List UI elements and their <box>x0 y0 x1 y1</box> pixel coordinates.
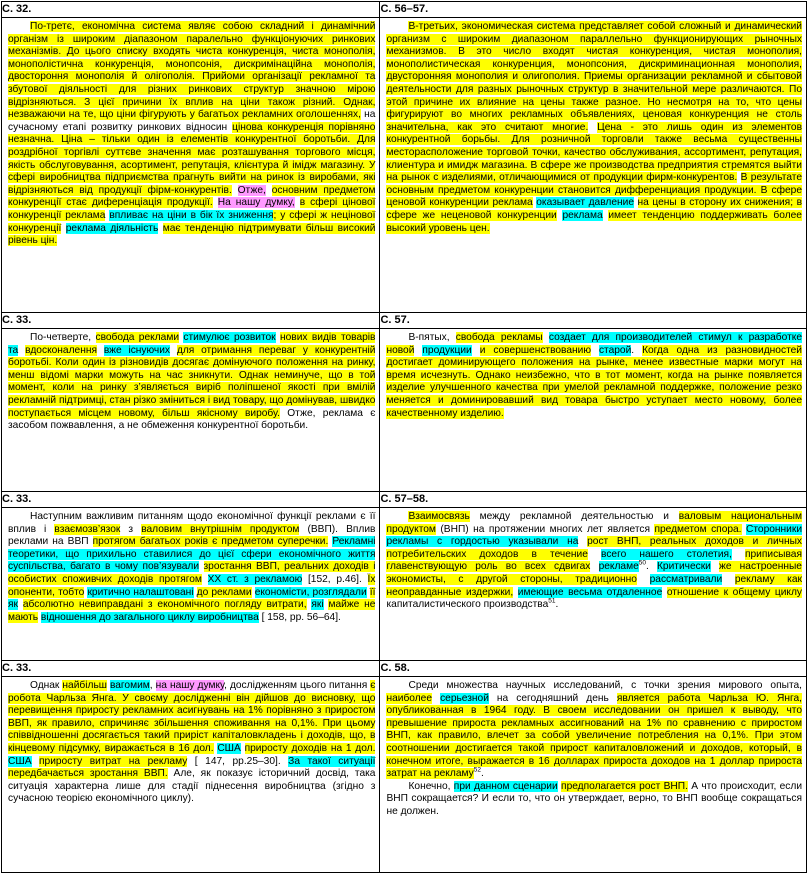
left-text: Наступним важливим питанням щодо економічної функції реклами є її вплив і взаємозв’язок з валовим внутрішнім продуктом (ВВП). Вплив реклами на ВВП протягом багатьох років є предметом суперечки. Рекламні теоретики, що прихильно ставилися до цієї сфери економічного життя суспільства, багато в чому пов’язували зростання ВВП, реальних доходів і особистих споживчих доходів протягом XX ст. з рекламою [152, р.46]. Їх опоненти, тобто критично налаштовані до реклами економісти, розглядали її як абсолютно невиправдані з економічного погляду витрати, які майже не мають відношення до загального циклу виробництва [ 158, pp. 56–64]. <box>8 511 376 623</box>
left-page-ref: С. 33. <box>2 492 380 508</box>
table-row <box>2 677 807 873</box>
left-text-cell <box>2 18 380 313</box>
right-text: В-третьих, экономическая система представляет собой сложный и динамический организм с широким диапазоном параллельно функционирующих рыночных механизмов. В это число входят чистая конкуренция, чистая монополия, монополистическая конкуренция, монопсония, дискриминационная монополия, двусторонняя монополия и олигополия. Приемы организации рекламной и сбытовой деятельности для разных рыночных структур в значительной мере различаются. По этой причине их влияние на цены также разное. Но несмотря на то, что цены фигурируют во многих рекламных объявлениях, ценовая конкуренция не столь значительна, как это считают многие. Цена - это лишь один из элементов конкурентной борьбы. Для розничной торговли также весьма существенны месторасположение торговой точки, качество обслуживания, ассортимент, репутация, клиентура и имидж магазина. В сфере же производства предприятия стремятся выйти на рынок с изделиями, отличающимися от продукции фирм-конкурентов. В результате основным предметом конкуренции становится дифференциация продукции. В сфере ценовой конкуренции реклама оказывает давление на цены в сторону их снижения; в сфере же неценовой конкуренции реклама имеет тенденцию поддерживать более высокий уровень цен. <box>386 21 802 234</box>
right-page-ref: С. 58. <box>380 661 807 677</box>
table-row <box>2 2 807 18</box>
left-text: По-третє, економічна система являє собою складний і динамічний організм із широким діапазоном паралельно функціонуючих ринкових механізмів. До цього списку входять чиста конкуренція, чиста монополія, монополістична конкуренція, монопсонія, дискримінаційна монополія, двостороння монополія й олігополія. Прийоми організації рекламної та збутової діяльності для різних ринкових структур значною мірою відрізняються. З цієї причини їх вплив на ціни також різний. Однак, незважаючи на те, що ціни фігурують у багатьох рекламних оголошеннях, на сучасному етапі розвитку ринкових відносин цінова конкуренція порівняно незначна. Ціна – тільки один із елементів конкурентної боротьби. Для роздрібної торгівлі суттєве значення має розташування торгового місця, якість обслуговування, асортимент, репутація, клієнтура й імідж магазину. У сфері виробництва підприємства прагнуть вийти на ринок із виробами, які відрізняються від продукції фірм-конкурентів. Отже, основним предметом конкуренції стає диференціація продукції. На нашу думку, в сфері цінової конкуренції реклама впливає на ціни в бік їх зниження; у сфері ж нецінової конкуренції реклама діяльність має тенденцію підтримувати більш високий рівень цін. <box>8 21 376 247</box>
comparison-table <box>1 1 807 873</box>
table-row <box>2 313 807 329</box>
table-row <box>2 492 807 508</box>
table-row <box>2 508 807 661</box>
right-text-cell <box>380 18 807 313</box>
left-text: По-четверте, свобода реклами стимулює розвиток нових видів товарів та вдосконалення вже існуючих для отримання переваг у конкурентній боротьбі. Коли один із різновидів досягає домінуючого положення на ринку, менш відомі марки можуть на час зникнути. Однак неминуче, що в той момент, коли на ринку з’являється виріб поліпшеної якості при вмілій рекламній підтримці, стан різко зміниться і вид товару, що домінував, швидко поступається місцем новому, більш якісному виробу. Отже, реклама є засобом пожвавлення, а не обмеження конкурентної боротьби. <box>8 332 376 432</box>
left-page-ref: С. 33. <box>2 313 380 329</box>
left-text-cell <box>2 508 380 661</box>
right-page-ref: С. 57. <box>380 313 807 329</box>
right-text-cell <box>380 329 807 492</box>
left-text-cell <box>2 329 380 492</box>
right-text: Взаимосвязь между рекламной деятельностью и валовым национальным продуктом (ВНП) на протяжении многих лет является предметом спора. Сторонники рекламы с гордостью указывали на рост ВНП, реальных доходов и личных потребительских доходов в течение всего нашего столетия, приписывая главенствующую роль во всех сдвигах рекламе$^{50}$. Критически же настроенные экономисты, с другой стороны, традиционно рассматривали рекламу как неоправданные издержки, имеющие весьма отдаленное отношение к общему циклу капиталистического производства$^{51}$. <box>386 511 803 611</box>
left-page-ref: С. 33. <box>2 661 380 677</box>
right-page-ref: С. 56–57. <box>380 2 807 18</box>
right-text: Среди множества научных исследований, с точки зрения мирового опыта, наиболее серьезной на сегодняшний день является работа Чарльза Ю. Янга, опубликованная в 1964 году. В своем исследовании он пришел к выводу, что превышение прироста рекламных ассигнований на 1% по сравнению с приростом ВНП, как правило, влечет за собой увеличение потребления на 0,1%. При этом соотношении достигается такой прирост капиталовложений и доходов, который, в конечном итоге, выражается в 16 долларах прироста доходов на 1 доллар прироста затрат на рекламу$^{52}$. Конечно, при данном сценарии предполагается рост ВНП. А что происходит, если ВНП сокращается? И если то, что он утверждает, верно, то ВНП вообще сокращаться не должен. <box>386 680 803 817</box>
table-row <box>2 18 807 313</box>
left-text: Однак найбільш вагомим, на нашу думку, дослідженням цього питання є робота Чарльза Янга. У своєму дослідженні він дійшов до висновку, що перевищення приросту рекламних асигнувань на 1% порівняно з приростом ВВП, як правило, спричиняє збільшення споживання на 0,1%. При цьому співвідношенні досягається такий приріст капіталовкладень і доходів, що, в кінцевому підсумку, виражається в 16 дол. США приросту доходів на 1 дол. США приросту витрат на рекламу [ 147, pp.25–30]. За такої ситуації передбачається зростання ВВП. Але, як показує історичний досвід, така ситуація характерна лише для стадії піднесення виробництва (згідно з сучасною теорією економічного циклу). <box>8 680 376 805</box>
right-page-ref: С. 57–58. <box>380 492 807 508</box>
left-page-ref: С. 32. <box>2 2 380 18</box>
left-text-cell <box>2 677 380 873</box>
table-row <box>2 329 807 492</box>
right-text-cell <box>380 508 807 661</box>
table-row <box>2 661 807 677</box>
right-text: В-пятых, свобода рекламы создает для производителей стимул к разработке новой продукции и совершенствованию старой. Когда одна из разновидностей достигает доминирующего положения на рынке, менее известные марки могут на время исчезнуть. Однако неизбежно, что в тот момент, когда на рынке появляется изделие улучшенного качества при умелой рекламной поддержке, положение резко меняется и доминировавший вид товара быстро уступает место новому, более качественному изделию. <box>386 332 802 419</box>
right-text-cell <box>380 677 807 873</box>
